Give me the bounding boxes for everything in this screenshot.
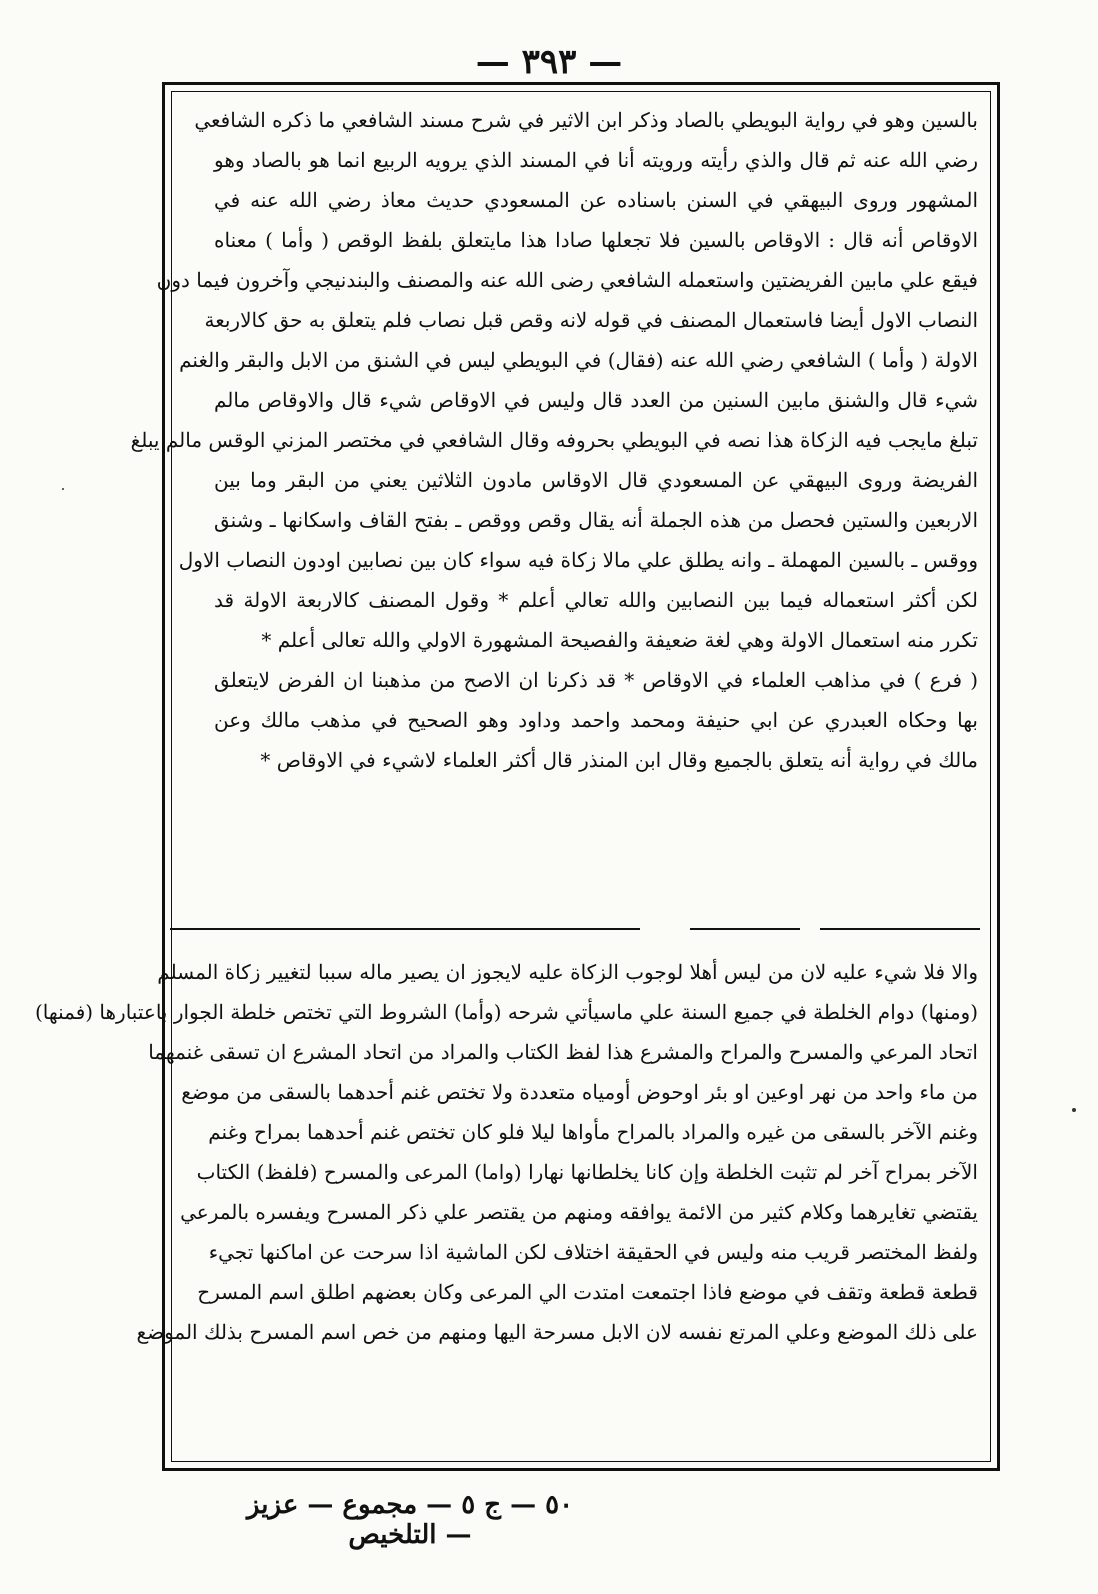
footer-signature: ٥٠ — ج ٥ — مجموع — عزيز — التلخيص (246, 1490, 574, 1550)
text-line: مالك في رواية أنه يتعلق بالجميع وقال ابن المنذر قال أكثر العلماء لاشيء في الاوقاص * (260, 748, 978, 772)
text-line: الاوقاص أنه قال : الاوقاص بالسين فلا تجعلها صادا هذا مايتعلق بلفظ الوقص ( وأما ) معناه (214, 228, 978, 252)
text-line: وغنم الآخر بالسقى من غيره والمراد بالمراح مأواها ليلا فلو كان تختص غنم أحدهما بمراح وغنم (208, 1120, 978, 1144)
text-line: رضي الله عنه ثم قال والذي رأيته ورويته أنا في المسند الذي يرويه الربيع انما هو بالصاد وهو (214, 148, 978, 172)
text-line: تبلغ مايجب فيه الزكاة هذا نصه في البويطي بحروفه وقال الشافعي في مختصر المزني الوقس مالم يبلغ (130, 428, 978, 452)
text-line: بها وحكاه العبدري عن ابي حنيفة ومحمد واحمد وداود وهو الصحيح في مذهب مالك وعن (214, 708, 978, 732)
text-line: والا فلا شيء عليه لان من ليس أهلا لوجوب الزكاة عليه لايجوز ان يصير ماله سببا لتغيير زكاة المسلم (157, 960, 978, 984)
text-line: بالسين وهو في رواية البويطي بالصاد وذكر ابن الاثير في شرح مسند الشافعي ما ذكره الشافعي (194, 108, 978, 132)
separator-rule (820, 928, 980, 930)
section-separator (170, 922, 980, 934)
text-line: الاولة ( وأما ) الشافعي رضي الله عنه (فقال) في البويطي ليس في الشنق من الابل والبقر والغنم (179, 348, 978, 372)
text-line: فيقع علي مابين الفريضتين واستعمله الشافعي رضى الله عنه والمصنف والبندنيجي وآخرون فيما دون (156, 268, 978, 292)
text-line: تكرر منه استعمال الاولة وهي لغة ضعيفة والفصيحة المشهورة الاولي والله تعالى أعلم * (261, 628, 978, 652)
text-line: من ماء واحد من نهر اوعين او بئر اوحوض أومياه متعددة ولا تختص غنم أحدهما بالسقى من موضع (181, 1080, 978, 1104)
separator-rule (170, 928, 640, 930)
scan-speck (1072, 1108, 1076, 1112)
page-number: — ٣٩٣ — (475, 42, 623, 82)
text-line: لكن أكثر استعماله فيما بين النصابين والله تعالي أعلم * وقول المصنف كالاربعة الاولة قد (214, 588, 978, 612)
commentary-text (34, 952, 978, 1352)
text-line: المشهور وروى البيهقي في السنن باسناده عن المسعودي حديث معاذ رضي الله عنه في (214, 188, 978, 212)
text-line: النصاب الاول أيضا فاستعمال المصنف في قوله لانه وقص قبل نصاب فلم يتعلق به حق كالاربعة (204, 308, 978, 332)
separator-rule (690, 928, 800, 930)
text-line: (ومنها) دوام الخلطة في جميع السنة علي ماسيأتي شرحه (وأما) الشروط التي تختص خلطة الجوار باعتبارها (فمنها) (34, 1000, 978, 1024)
text-line: على ذلك الموضع وعلي المرتع نفسه لان الابل مسرحة اليها ومنهم من خص اسم المسرح بذلك الموضع (136, 1320, 978, 1344)
text-line: الفريضة وروى البيهقي عن المسعودي قال الاوقاس مادون الثلاثين يعني من البقر وما بين (214, 468, 978, 492)
main-text (130, 100, 978, 780)
text-line: ووقس ـ بالسين المهملة ـ وانه يطلق علي مالا زكاة فيه سواء كان بين نصابين اودون النصاب الاول (178, 548, 978, 572)
text-line: يقتضي تغايرهما وكلام كثير من الائمة يوافقه ومنهم من يقتصر علي ذكر المسرح ويفسره بالمرعي (180, 1200, 978, 1224)
text-line: ولفظ المختصر قريب منه وليس في الحقيقة اختلاف لكن الماشية اذا سرحت عن اماكنها تجيء (208, 1240, 978, 1264)
text-line: قطعة قطعة وتقف في موضع فاذا اجتمعت امتدت الي المرعى وكان بعضهم اطلق اسم المسرح (197, 1280, 978, 1304)
scan-speck (62, 488, 64, 490)
text-line: الاربعين والستين فحصل من هذه الجملة أنه يقال وقص ووقص ـ بفتح القاف واسكانها ـ وشنق (214, 508, 978, 532)
text-line: شيء قال والشنق مابين السنين من العدد قال وليس في الاوقاص شيء قال والاوقاص مالم (214, 388, 978, 412)
text-line: اتحاد المرعي والمسرح والمراح والمشرع هذا لفظ الكتاب والمراد من اتحاد المشرع ان تسقى غنمهما (148, 1040, 978, 1064)
text-line: ( فرع ) في مذاهب العلماء في الاوقاص * قد ذكرنا ان الاصح من مذهبنا ان الفرض لايتعلق (214, 668, 978, 692)
text-line: الآخر بمراح آخر لم تثبت الخلطة وإن كانا يخلطانها نهارا (واما) المرعى والمسرح (فلفظ) الكتاب (196, 1160, 978, 1184)
